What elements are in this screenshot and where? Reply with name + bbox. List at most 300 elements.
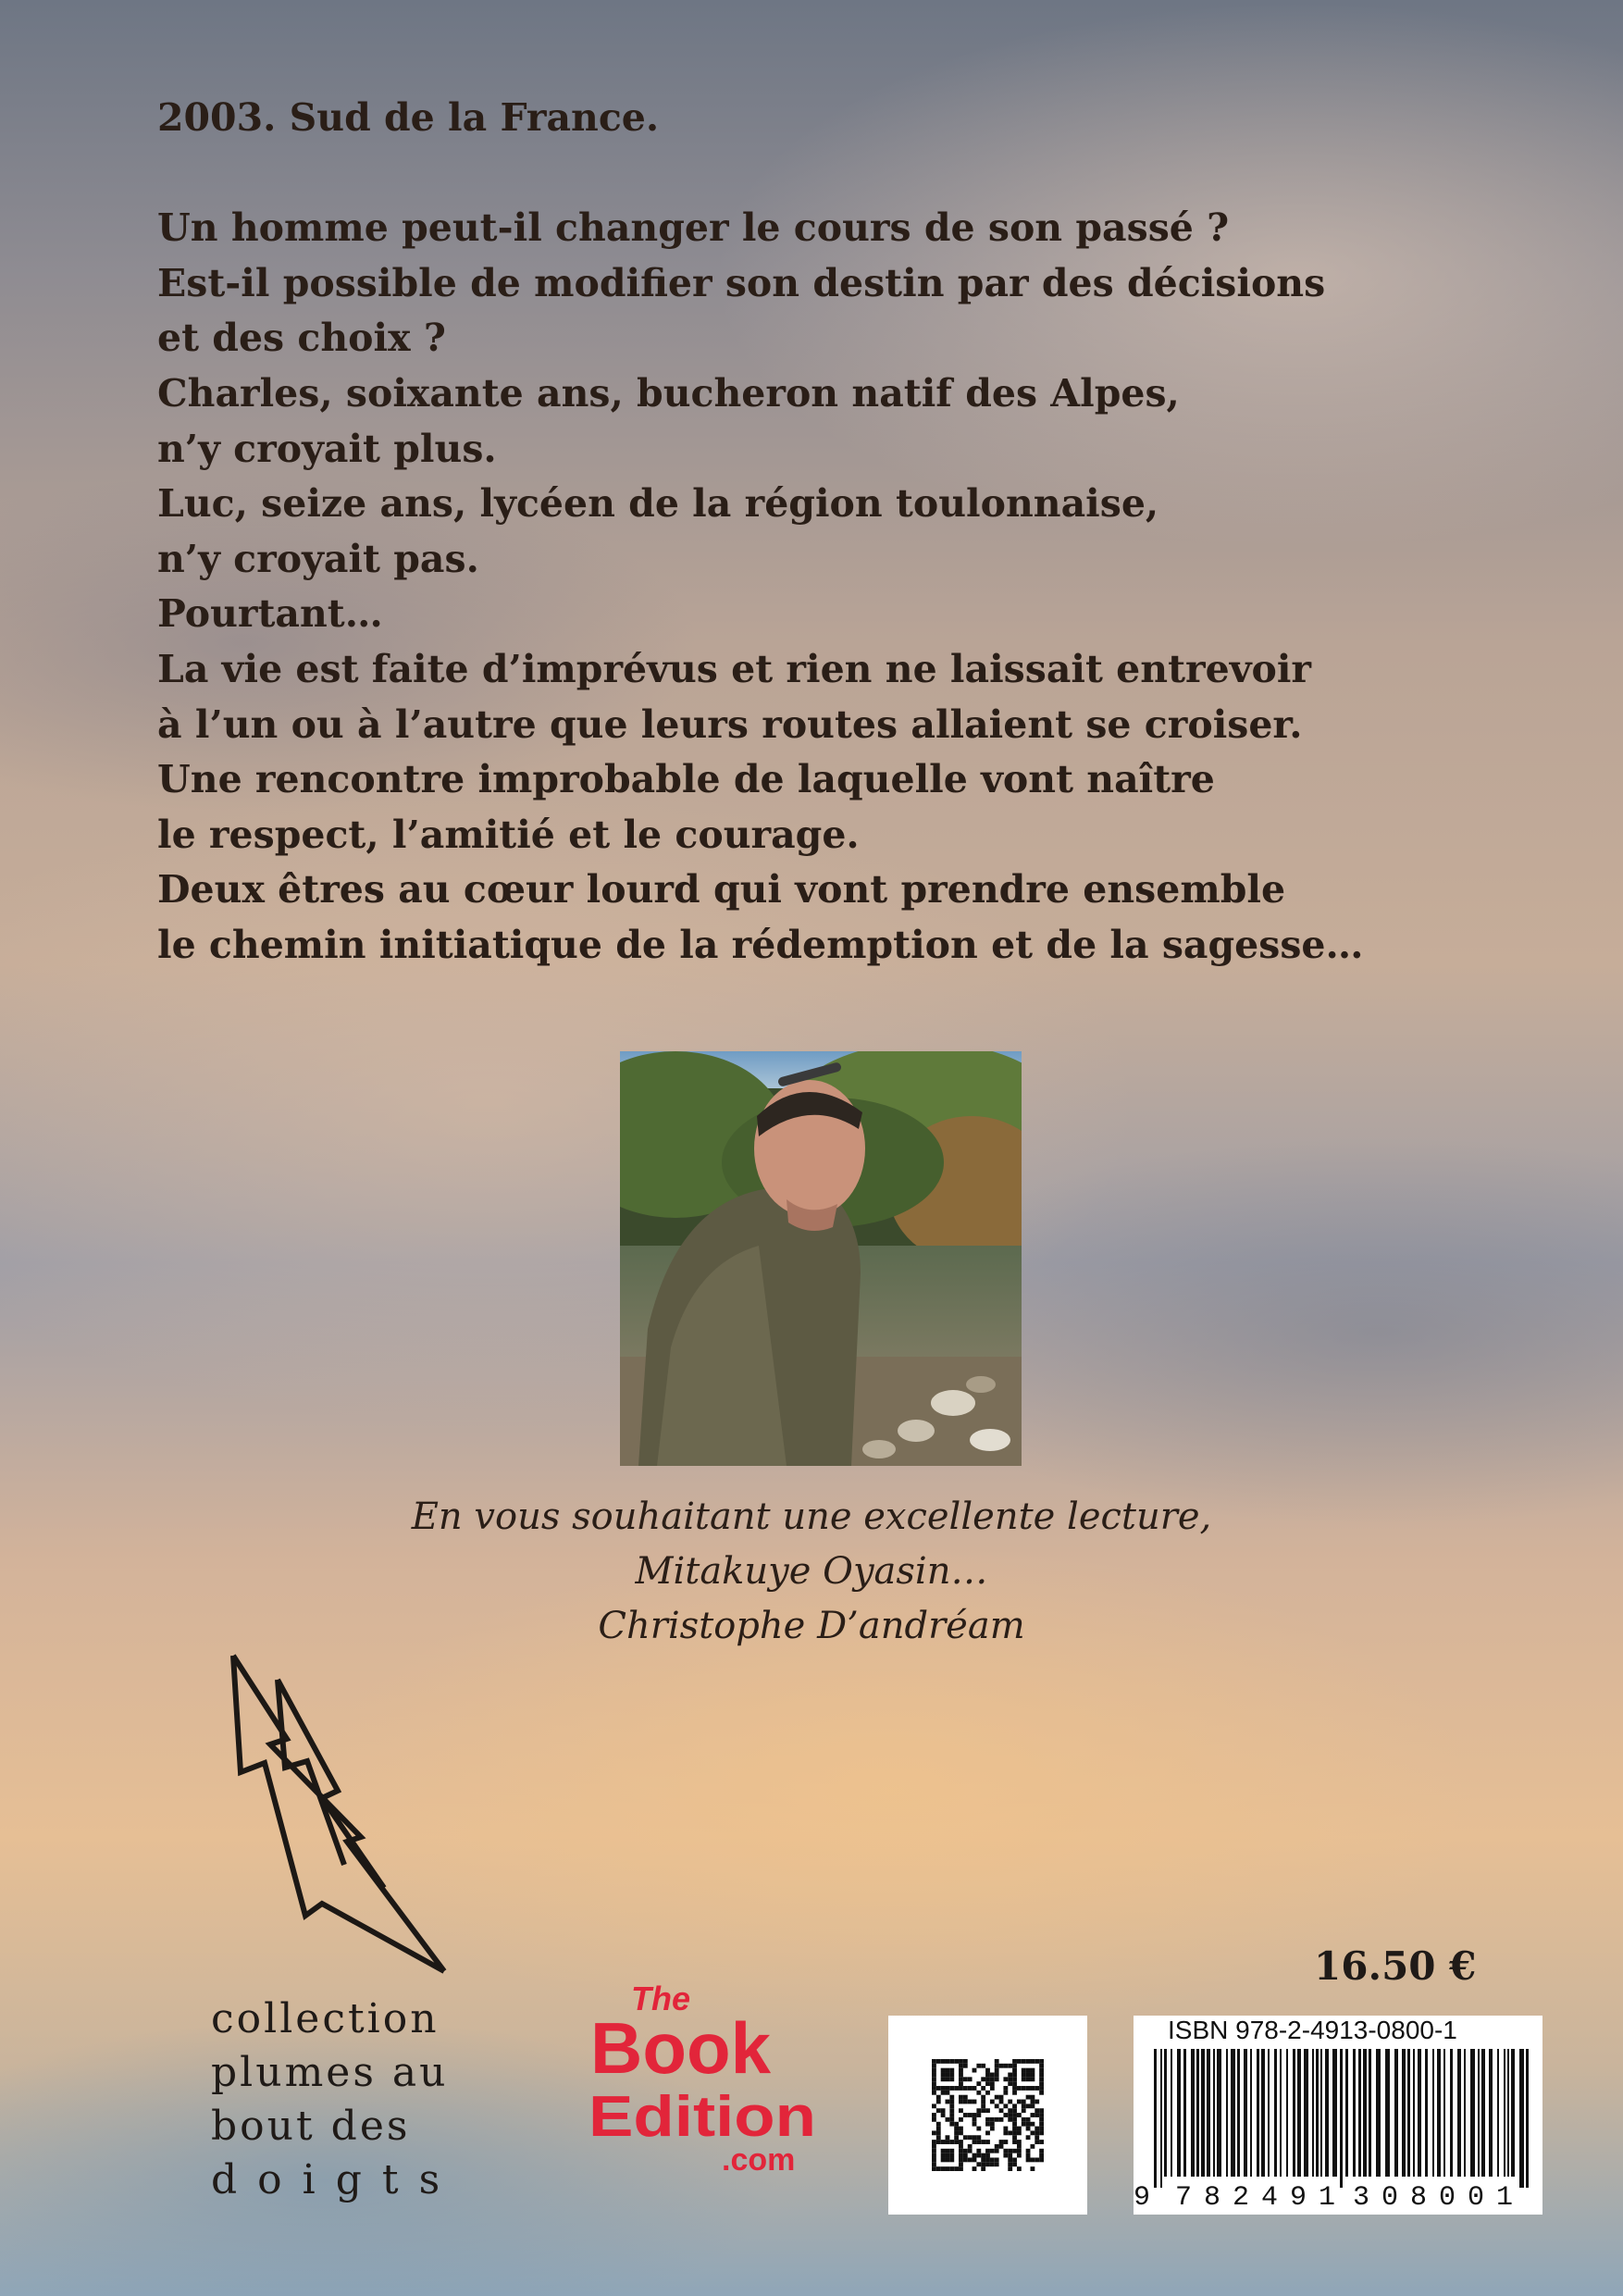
qr-module [932, 2081, 936, 2086]
qr-module [1026, 2135, 1031, 2140]
barcode-bar [1376, 2049, 1381, 2177]
qr-module [936, 2127, 941, 2131]
qr-module [1008, 2117, 1012, 2122]
qr-module [1017, 2127, 1022, 2131]
qr-module [1022, 2073, 1026, 2078]
qr-module [1012, 2081, 1017, 2086]
logo-the: The [631, 1980, 691, 2017]
qr-module [959, 2095, 963, 2100]
qr-module [1008, 2166, 1012, 2171]
qr-module [995, 2162, 999, 2166]
qr-module [985, 2068, 990, 2073]
qr-module [936, 2122, 941, 2127]
qr-module [959, 2140, 963, 2144]
qr-module [976, 2153, 981, 2158]
qr-module [1003, 2091, 1008, 2095]
qr-module [976, 2113, 981, 2117]
qr-module [941, 2153, 946, 2158]
qr-module [981, 2108, 985, 2113]
qr-module [1017, 2153, 1022, 2158]
collection-line: plumes au [211, 2049, 449, 2096]
synopsis-line: à l’un ou à l’autre que leurs routes allaient se croiser. [157, 701, 1303, 747]
qr-module [949, 2153, 954, 2158]
qr-module [963, 2077, 968, 2081]
qr-module [968, 2157, 973, 2162]
qr-module [959, 2157, 963, 2162]
qr-module [1012, 2122, 1017, 2127]
qr-module [954, 2166, 959, 2171]
barcode-bar [1226, 2049, 1228, 2177]
qr-module [1030, 2077, 1035, 2081]
qr-module [949, 2117, 954, 2122]
qr-module [1008, 2157, 1012, 2162]
qr-module [1012, 2086, 1017, 2091]
ean-digits [1134, 2182, 1542, 2214]
qr-module [932, 2059, 936, 2064]
barcode-bar [1213, 2049, 1215, 2177]
barcode-bar [1332, 2049, 1337, 2177]
qr-module [959, 2077, 963, 2081]
qr-module [976, 2127, 981, 2131]
barcode-bar [1425, 2049, 1428, 2177]
qr-module [1026, 2122, 1031, 2127]
qr-module [932, 2117, 936, 2122]
qr-module [973, 2100, 977, 2104]
qr-module [959, 2064, 963, 2068]
synopsis-line: 2003. Sud de la France. [157, 95, 660, 140]
qr-module [963, 2095, 968, 2100]
qr-module [1039, 2157, 1044, 2162]
qr-module [959, 2144, 963, 2149]
ean-group-left: 782491 [1175, 2182, 1348, 2214]
barcode-bar [1244, 2049, 1247, 2177]
qr-module [932, 2157, 936, 2162]
synopsis-line: La vie est faite d’imprévus et rien ne laissait entrevoir [157, 646, 1312, 691]
qr-module [963, 2113, 968, 2117]
qr-module [1030, 2095, 1035, 2100]
qr-module [985, 2149, 990, 2153]
qr-module [985, 2162, 990, 2166]
qr-module [973, 2135, 977, 2140]
qr-module [985, 2122, 990, 2127]
qr-module [946, 2059, 950, 2064]
qr-module [946, 2073, 950, 2078]
qr-module [941, 2140, 946, 2144]
qr-module [963, 2135, 968, 2140]
qr-module [1012, 2064, 1017, 2068]
qr-module [1022, 2100, 1026, 2104]
qr-module [1026, 2153, 1031, 2158]
author-photo [620, 1051, 1022, 1466]
qr-module [1012, 2091, 1017, 2095]
barcode-bar [1402, 2049, 1406, 2177]
barcode-bar [1443, 2049, 1445, 2177]
qr-module [1017, 2149, 1022, 2153]
barcode-bar [1497, 2049, 1499, 2177]
qr-module [949, 2113, 954, 2117]
qr-module [999, 2108, 1004, 2113]
ean-first-digit: 9 [1134, 2182, 1163, 2214]
barcode-bar [1413, 2049, 1415, 2177]
qr-module [995, 2077, 999, 2081]
qr-module [941, 2086, 946, 2091]
qr-module [1026, 2127, 1031, 2131]
qr-module [1026, 2068, 1031, 2073]
qr-module [1003, 2113, 1008, 2117]
qr-module [1039, 2149, 1044, 2153]
qr-module [936, 2086, 941, 2091]
barcode-bar [1481, 2049, 1485, 2177]
synopsis-line: n’y croyait plus. [157, 426, 497, 471]
qr-module [959, 2100, 963, 2104]
qr-module [1026, 2149, 1031, 2153]
qr-code [888, 2016, 1087, 2215]
qr-module [999, 2117, 1004, 2122]
qr-module [1039, 2108, 1044, 2113]
qr-module [1030, 2122, 1035, 2127]
qr-module [1022, 2086, 1026, 2091]
qr-module [981, 2140, 985, 2144]
qr-module [946, 2153, 950, 2158]
qr-module [1035, 2113, 1039, 2117]
qr-module [1017, 2113, 1022, 2117]
qr-module [1003, 2064, 1008, 2068]
qr-module [1039, 2081, 1044, 2086]
qr-module [949, 2166, 954, 2171]
qr-module [963, 2157, 968, 2162]
qr-module [1012, 2149, 1017, 2153]
barcode-bar [1160, 2049, 1162, 2188]
qr-module [941, 2149, 946, 2153]
qr-module [1003, 2077, 1008, 2081]
barcode-bar [1316, 2049, 1319, 2177]
qr-module [976, 2108, 981, 2113]
qr-module [1039, 2113, 1044, 2117]
signature-line: En vous souhaitant une excellente lecture, [411, 1496, 1212, 1538]
qr-module [1039, 2091, 1044, 2095]
qr-module [981, 2095, 985, 2100]
qr-module [949, 2108, 954, 2113]
qr-module [999, 2140, 1004, 2144]
collection-line: collection [211, 1995, 440, 2042]
barcode-bar [1507, 2049, 1509, 2177]
qr-module [981, 2157, 985, 2162]
qr-module [1008, 2108, 1012, 2113]
qr-module [968, 2086, 973, 2091]
synopsis-line: le respect, l’amitié et le courage. [157, 812, 860, 857]
qr-module [932, 2073, 936, 2078]
barcode-bar [1340, 2049, 1343, 2188]
qr-module [941, 2113, 946, 2117]
qr-module [1012, 2162, 1017, 2166]
qr-module [973, 2113, 977, 2117]
qr-module [946, 2149, 950, 2153]
barcode-bar [1511, 2049, 1515, 2177]
qr-module [995, 2095, 999, 2100]
qr-module [959, 2081, 963, 2086]
qr-module [936, 2108, 941, 2113]
qr-module [1008, 2149, 1012, 2153]
qr-module [990, 2100, 995, 2104]
synopsis-line: Charles, soixante ans, bucheron natif des Alpes, [157, 370, 1180, 416]
publisher-logo [583, 1980, 824, 2184]
qr-module [976, 2081, 981, 2086]
qr-module [990, 2149, 995, 2153]
qr-module [1008, 2130, 1012, 2135]
qr-module [995, 2059, 999, 2064]
qr-module [946, 2068, 950, 2073]
qr-module [954, 2086, 959, 2091]
barcode-bar [1432, 2049, 1434, 2177]
qr-module [946, 2166, 950, 2171]
qr-module [1030, 2144, 1035, 2149]
qr-module [981, 2153, 985, 2158]
barcode-bar [1325, 2049, 1329, 2177]
qr-module [1039, 2130, 1044, 2135]
qr-module [1008, 2100, 1012, 2104]
qr-module [963, 2086, 968, 2091]
qr-module [1026, 2073, 1031, 2078]
barcode-bars-icon [1134, 2049, 1542, 2188]
qr-module [976, 2149, 981, 2153]
qr-module [995, 2064, 999, 2068]
logo-com: .com [722, 2142, 796, 2178]
qr-module [959, 2108, 963, 2113]
qr-module [949, 2149, 954, 2153]
qr-module [981, 2086, 985, 2091]
barcode-bar [1345, 2049, 1348, 2177]
qr-module [946, 2117, 950, 2122]
price: 16.50 € [1314, 1943, 1477, 1989]
qr-module [981, 2104, 985, 2108]
qr-module [1035, 2086, 1039, 2091]
qr-module [932, 2091, 936, 2095]
qr-module [959, 2149, 963, 2153]
qr-module [985, 2117, 990, 2122]
qr-module [1030, 2113, 1035, 2117]
qr-module [1012, 2077, 1017, 2081]
qr-module [959, 2130, 963, 2135]
qr-module [936, 2166, 941, 2171]
qr-module [1012, 2127, 1017, 2131]
qr-module [973, 2157, 977, 2162]
qr-module [932, 2166, 936, 2171]
qr-module [990, 2081, 995, 2086]
qr-module [1035, 2100, 1039, 2104]
qr-module [985, 2130, 990, 2135]
qr-module [1035, 2157, 1039, 2162]
qr-module [999, 2095, 1004, 2100]
qr-module [1008, 2162, 1012, 2166]
qr-module [968, 2144, 973, 2149]
qr-module [985, 2077, 990, 2081]
qr-module [941, 2157, 946, 2162]
qr-module [959, 2086, 963, 2091]
qr-module [985, 2073, 990, 2078]
barcode-bar [1358, 2049, 1361, 2177]
qr-module [1003, 2086, 1008, 2091]
qr-module [968, 2135, 973, 2140]
qr-module [946, 2140, 950, 2144]
qr-module [995, 2073, 999, 2078]
qr-module [990, 2157, 995, 2162]
qr-module [1012, 2108, 1017, 2113]
qr-module [1012, 2068, 1017, 2073]
qr-module [946, 2157, 950, 2162]
qr-module [1026, 2104, 1031, 2108]
barcode-bar [1293, 2049, 1295, 2177]
qr-module [1039, 2140, 1044, 2144]
qr-module [1030, 2100, 1035, 2104]
qr-module [1003, 2127, 1008, 2131]
qr-module [932, 2064, 936, 2068]
qr-module [959, 2117, 963, 2122]
qr-module [981, 2162, 985, 2166]
logo-edition: Edition [588, 2085, 816, 2149]
qr-module [973, 2122, 977, 2127]
qr-module [985, 2081, 990, 2086]
qr-module [1030, 2068, 1035, 2073]
qr-module [946, 2135, 950, 2140]
qr-module [941, 2077, 946, 2081]
qr-module [954, 2059, 959, 2064]
barcode-bar [1171, 2049, 1172, 2177]
qr-module [941, 2073, 946, 2078]
barcode-bar [1504, 2049, 1505, 2177]
synopsis-text [157, 91, 1490, 974]
barcode-bar [1237, 2049, 1240, 2177]
qr-module [1017, 2100, 1022, 2104]
qr-module [1030, 2166, 1035, 2171]
qr-module [963, 2064, 968, 2068]
qr-module [973, 2166, 977, 2171]
qr-module [959, 2073, 963, 2078]
qr-module [1039, 2068, 1044, 2073]
qr-module [985, 2140, 990, 2144]
qr-module [985, 2157, 990, 2162]
synopsis-line: et des choix ? [157, 316, 446, 361]
synopsis-blank-line [157, 146, 1490, 202]
barcode-bar [1478, 2049, 1480, 2177]
qr-module [1017, 2140, 1022, 2144]
qr-module [963, 2100, 968, 2104]
feather-logo-icon [222, 1652, 463, 1990]
qr-module [968, 2113, 973, 2117]
qr-module [949, 2157, 954, 2162]
qr-module [990, 2127, 995, 2131]
qr-module [932, 2068, 936, 2073]
barcode-bar [1489, 2049, 1493, 2177]
qr-module [1039, 2117, 1044, 2122]
synopsis-line: Une rencontre improbable de laquelle vont naître [157, 757, 1215, 802]
qr-module [949, 2086, 954, 2091]
qr-module [976, 2140, 981, 2144]
qr-module [941, 2059, 946, 2064]
qr-module [1026, 2157, 1031, 2162]
qr-module [949, 2077, 954, 2081]
barcode-bar [1268, 2049, 1270, 2177]
qr-module [1022, 2122, 1026, 2127]
qr-module [1039, 2086, 1044, 2091]
qr-module [1030, 2059, 1035, 2064]
barcode-bar [1464, 2049, 1466, 2177]
barcode-bar [1201, 2049, 1205, 2177]
qr-module [936, 2130, 941, 2135]
qr-module [990, 2122, 995, 2127]
qr-module [932, 2113, 936, 2117]
isbn-barcode [1134, 2016, 1542, 2215]
qr-module [959, 2068, 963, 2073]
qr-module [932, 2140, 936, 2144]
qr-module [932, 2077, 936, 2081]
qr-module [1026, 2086, 1031, 2091]
qr-module [1008, 2153, 1012, 2158]
qr-module [936, 2059, 941, 2064]
barcode-bar [1217, 2049, 1221, 2177]
barcode-bar [1207, 2049, 1210, 2177]
qr-module [959, 2166, 963, 2171]
qr-module [1012, 2104, 1017, 2108]
qr-module [995, 2068, 999, 2073]
synopsis-line: Pourtant… [157, 591, 383, 637]
qr-module [949, 2100, 954, 2104]
qr-module [973, 2140, 977, 2144]
qr-module [1022, 2068, 1026, 2073]
qr-module [968, 2077, 973, 2081]
barcode-bar [1183, 2049, 1186, 2177]
qr-module [976, 2064, 981, 2068]
synopsis-line: Deux êtres au cœur lourd qui vont prendre ensemble [157, 867, 1286, 912]
qr-module [949, 2140, 954, 2144]
qr-module [973, 2153, 977, 2158]
barcode-bar [1286, 2049, 1288, 2177]
qr-module [949, 2068, 954, 2073]
qr-module [1026, 2059, 1031, 2064]
qr-module [1012, 2140, 1017, 2144]
qr-module [1022, 2108, 1026, 2113]
barcode-bar [1437, 2049, 1441, 2177]
qr-module [1008, 2113, 1012, 2117]
barcode-bar [1526, 2049, 1529, 2188]
qr-module [941, 2091, 946, 2095]
qr-module [968, 2149, 973, 2153]
qr-module [1030, 2086, 1035, 2091]
qr-module [932, 2149, 936, 2153]
qr-module [959, 2127, 963, 2131]
barcode-bar [1196, 2049, 1199, 2177]
barcode-bar [1363, 2049, 1367, 2177]
qr-module [990, 2086, 995, 2091]
qr-module [1017, 2086, 1022, 2091]
qr-module [1022, 2104, 1026, 2108]
qr-module [932, 2162, 936, 2166]
barcode-bar [1320, 2049, 1322, 2177]
qr-module [954, 2122, 959, 2127]
qr-module [932, 2104, 936, 2108]
barcode-bar [1450, 2049, 1453, 2177]
qr-module [990, 2073, 995, 2078]
qr-module [1030, 2157, 1035, 2162]
qr-module [1026, 2095, 1031, 2100]
qr-module [1039, 2122, 1044, 2127]
qr-module [973, 2086, 977, 2091]
barcode-bar [1418, 2049, 1421, 2177]
qr-module [995, 2117, 999, 2122]
barcode-bar [1304, 2049, 1308, 2177]
qr-module [999, 2064, 1004, 2068]
collection-line: doigts [211, 2156, 461, 2203]
barcode-bar [1470, 2049, 1475, 2177]
